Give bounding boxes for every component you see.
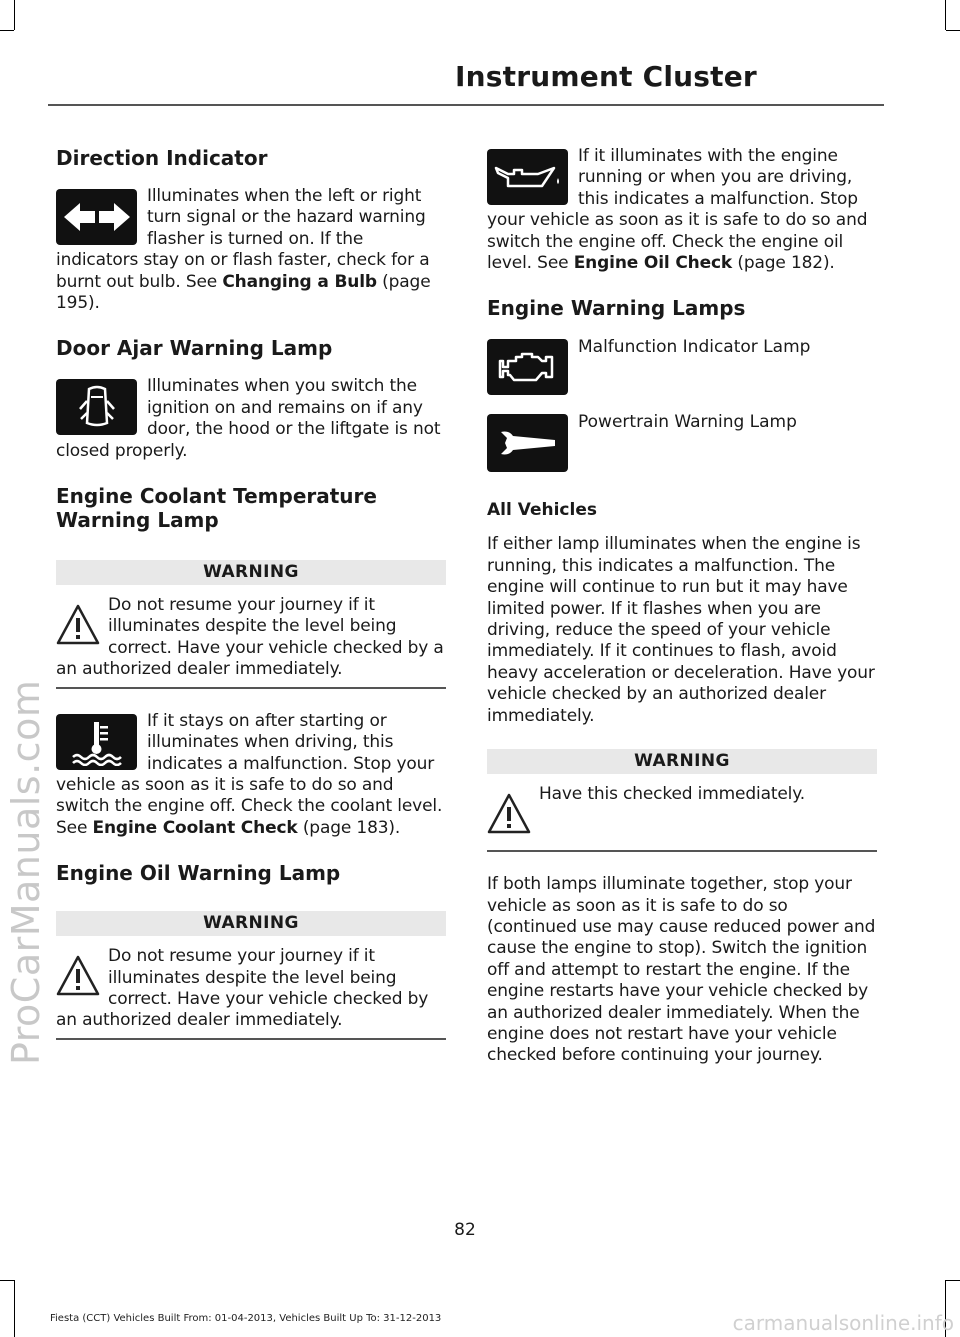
warning-triangle-icon [56, 603, 100, 647]
powertrain-row [487, 411, 877, 476]
direction-indicator-text: Illuminates when the left or right turn signal or the hazard warning flasher is turned on. If the indicators stay on or flash faster, check for a burnt out bulb. See Changing a Bulb (page 195). [56, 186, 431, 314]
door-ajar-text: Illuminates when you switch the ignition on and remains on if any door, the hood or the liftgate is not closed properly. [56, 376, 441, 461]
watermark-bottom: carmanualsonline.info [732, 1311, 954, 1335]
warning-block [56, 595, 446, 689]
crop-mark [946, 1280, 960, 1281]
door-ajar-section [56, 336, 446, 462]
oil-can-icon [487, 149, 568, 205]
warning-label: WARNING [487, 749, 877, 774]
warning-text: Have this checked immediately. [539, 784, 805, 805]
right-column [487, 146, 877, 1067]
engine-icon [487, 339, 568, 395]
direction-arrows-icon [56, 189, 137, 245]
section-heading: Door Ajar Warning Lamp [56, 336, 333, 361]
mil-row [487, 336, 877, 399]
warning-triangle-icon [487, 792, 531, 836]
wrench-icon [487, 414, 568, 472]
section-heading: Engine Coolant Temperature Warning Lamp [56, 484, 377, 533]
crop-mark [0, 1280, 14, 1281]
powertrain-label: Powertrain Warning Lamp [578, 412, 797, 433]
section-heading: Direction Indicator [56, 146, 268, 170]
engine-oil-check-link[interactable]: Engine Oil Check [573, 253, 733, 274]
warning-triangle-icon [56, 954, 100, 998]
oil-section [56, 861, 446, 1040]
warning-text: Do not resume your journey if it illuminates despite the level being correct. Have your vehicle checked by a an authorized dealer immediately. [56, 595, 444, 680]
section-heading: Engine Oil Warning Lamp [56, 861, 341, 886]
crop-mark [14, 0, 15, 30]
crop-mark [946, 30, 960, 31]
changing-bulb-link[interactable]: Changing a Bulb [222, 271, 377, 292]
warning-label: WARNING [56, 911, 446, 936]
warning-block [487, 784, 877, 852]
coolant-temperature-icon [56, 714, 137, 770]
engine-warning-section [487, 296, 877, 1066]
warning-label: WARNING [56, 560, 446, 585]
crop-mark [14, 1280, 15, 1337]
warning-block [56, 946, 446, 1040]
section-heading: Engine Warning Lamps [487, 296, 746, 321]
mil-label: Malfunction Indicator Lamp [578, 337, 811, 358]
direction-indicator-section [56, 146, 446, 314]
engine-warning-text: If either lamp illuminates when the engine is running, this indicates a malfunction. The engine will continue to run but it may have limited power. If it flashes when you are driving, reduce the speed of your vehicle immediately. If it continues to flash, avoid heavy acceleration or deceleration. Have your vehicle checked by an authorized dealer immediately. [487, 534, 875, 726]
door-ajar-icon [56, 379, 137, 435]
coolant-section [56, 484, 446, 839]
page-number: 82 [454, 1220, 476, 1240]
header-divider [48, 104, 884, 106]
oil-warning-text: If it illuminates with the engine running or when you are driving, this indicates a malfunction. Stop your vehicle as soon as it is safe to do so and switch the engine off. Check the engine oil level. See Engine Oil Check (page 182). [487, 146, 868, 274]
watermark-side: ProCarManuals.com [4, 679, 48, 1065]
subheading: All Vehicles [487, 500, 597, 521]
page-title: Instrument Cluster [455, 60, 757, 93]
coolant-body [56, 711, 446, 839]
crop-mark [0, 30, 14, 31]
oil-continued-section [487, 146, 877, 274]
crop-mark [945, 0, 946, 30]
both-lamps-text: If both lamps illuminate together, stop your vehicle as soon as it is safe to do so (continued use may cause reduced power and cause the engine to stop). Switch the ignition off and attempt to restart the engine. If the engine restarts have your vehicle checked by an authorized dealer immediately. When the engine does not restart have your vehicle checked before continuing your journey. [487, 874, 876, 1066]
left-column [56, 146, 446, 1062]
footer-text: Fiesta (CCT) Vehicles Built From: 01-04-2013, Vehicles Built Up To: 31-12-2013 [50, 1313, 442, 1324]
warning-text: Do not resume your journey if it illuminates despite the level being correct. Have your vehicle checked by an authorized dealer immediately. [56, 946, 429, 1031]
engine-coolant-check-link[interactable]: Engine Coolant Check [92, 817, 298, 838]
coolant-text: If it stays on after starting or illuminates when driving, this indicates a malfunction. Stop your vehicle as soon as it is safe to do so and switch the engine off. Check the coolant level. See Engine Coolant Check (page 183). [56, 710, 443, 838]
